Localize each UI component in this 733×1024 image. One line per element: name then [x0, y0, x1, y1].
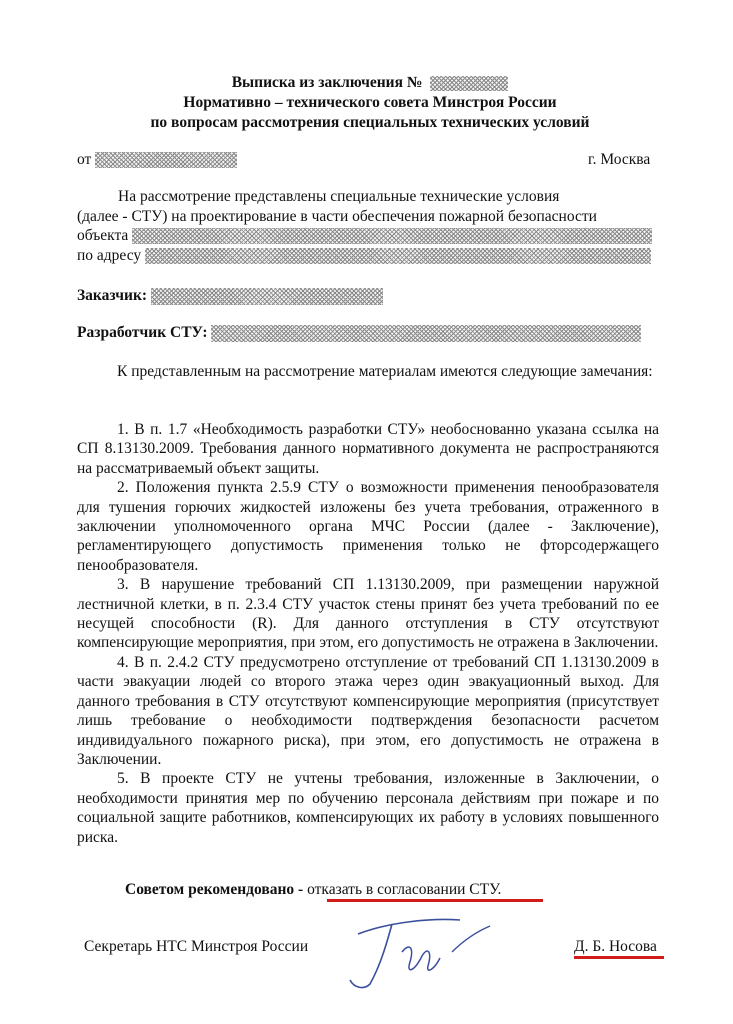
remark-item: 1. В п. 1.7 «Необходимость разработки СТУ» необоснованно указана ссылка на СП 8.13130.2009. Требования данного нормативного документа не распространяются на рассматриваемый объект защиты.: [77, 421, 659, 477]
remark-item: 3. В нарушение требований СП 1.13130.2009, при размещении наружной лестничной клетки, в п. 2.3.4 СТУ участок стены принят без учета требований по ее несущей способности (R). Для данного отступления в СТУ отсутствуют компенсирующие мероприятия, при этом, его допустимость не отражена в Заключении.: [77, 576, 659, 652]
remarks-intro: К представленным на рассмотрение материалам имеются следующие замечания:: [117, 363, 653, 380]
header-title-line1: Выписка из заключения №: [70, 73, 670, 93]
date-line: от: [77, 150, 237, 170]
header-title-line3: по вопросам рассмотрения специальных технических условий: [150, 114, 590, 131]
address-line: по адресу: [77, 246, 651, 266]
recommendation-decision: отказать в согласовании СТУ.: [307, 881, 502, 898]
handwritten-signature: [340, 912, 510, 994]
signatory-position: Секретарь НТС Минстроя России: [84, 938, 309, 955]
redacted-object: [132, 228, 652, 244]
remark-item: 4. В п. 2.4.2 СТУ предусмотрено отступление от требований СП 1.13130.2009 в части эвакуации людей со второго этажа через один эвакуационный выход. Для данного требования в СТУ отсутствуют компенсирующие мероприятия (присутствует лишь требование о необходимости подтверждения безопасности расчетом индивидуального пожарного риска), при этом, его допустимость не отражена в Заключении.: [77, 653, 659, 768]
redacted-developer: [211, 325, 641, 342]
remarks-list: [77, 420, 659, 847]
object-line: объекта: [77, 226, 652, 246]
header-title-line2: Нормативно – технического совета Минстроя России: [183, 94, 557, 111]
city: г. Москва: [588, 151, 651, 168]
intro-line1: На рассмотрение представлены специальные технические условия: [118, 188, 560, 205]
customer-line: Заказчик:: [77, 286, 383, 306]
decision-underline: [327, 899, 543, 902]
redacted-date: [95, 152, 237, 168]
remark-item: 5. В проекте СТУ не учтены требования, изложенные в Заключении, о необходимости принятия мер по обучению персонала действиям при пожаре и по социальной защите работников, компенсирующих их работу в условиях повышенного риска.: [77, 770, 659, 846]
name-underline: [574, 956, 664, 959]
redacted-address: [145, 248, 651, 264]
remark-item: 2. Положения пункта 2.5.9 СТУ о возможности применения пенообразователя для тушения горючих жидкостей изложены без учета требования, отраженного в заключении уполномоченного органа МЧС России (далее - Заключение), регламентирующего допустимость применения только не фторсодержащего пенообразователя.: [77, 479, 659, 574]
redacted-customer: [151, 288, 383, 305]
recommendation-label: Советом рекомендовано -: [125, 881, 304, 898]
recommendation: [125, 880, 501, 900]
signatory-name: Д. Б. Носова: [574, 938, 657, 955]
redacted-number: [430, 76, 508, 91]
developer-line: Разработчик СТУ:: [77, 323, 641, 343]
intro-line2: (далее - СТУ) на проектирование в части обеспечения пожарной безопасности: [77, 208, 597, 225]
